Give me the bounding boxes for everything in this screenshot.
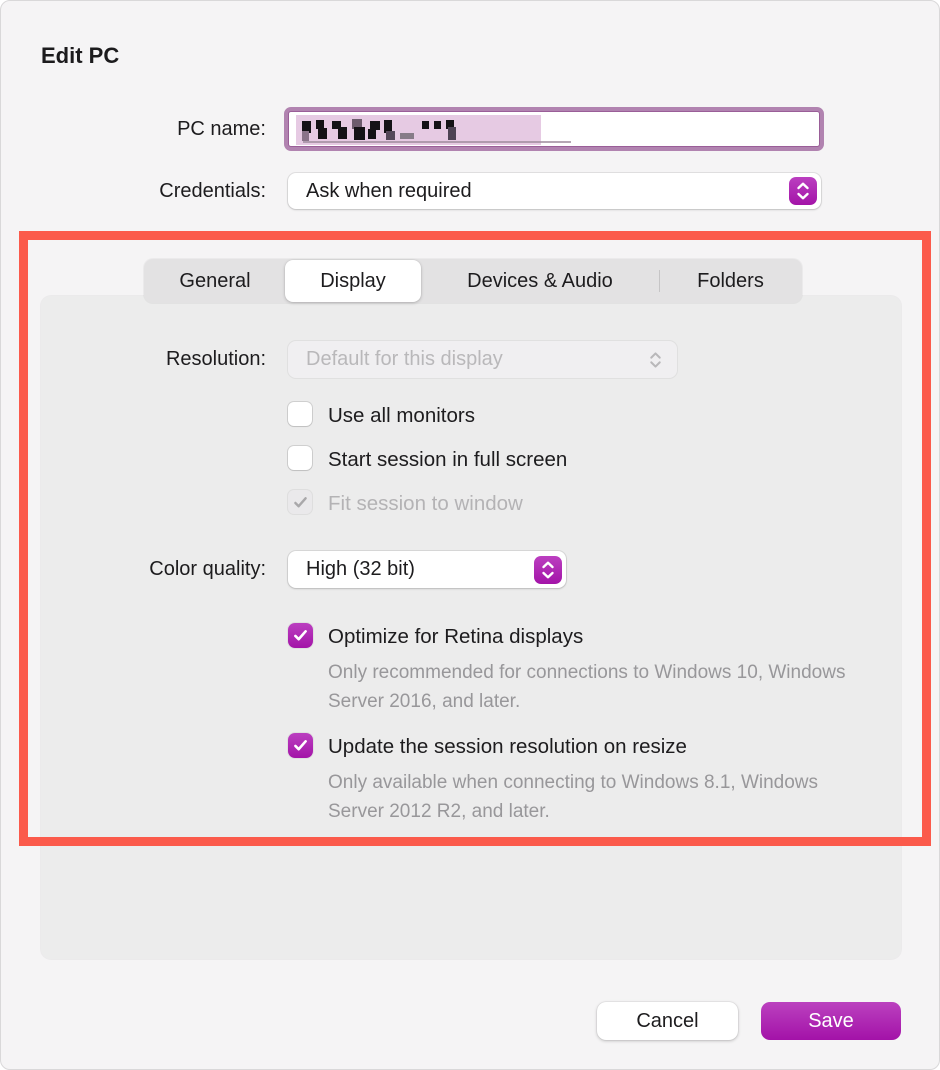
optimize-retina-checkbox[interactable] <box>288 623 313 648</box>
credentials-select[interactable] <box>288 173 821 209</box>
pc-name-label: PC name: <box>177 118 266 140</box>
optimize-retina-description: Only recommended for connections to Windows 10, Windows Server 2016, and later. <box>328 662 846 712</box>
resolution-label: Resolution: <box>165 348 266 370</box>
tab-bar <box>144 259 802 303</box>
check-icon <box>293 739 308 752</box>
color-quality-value: High (32 bit) <box>306 558 415 580</box>
credentials-value: Ask when required <box>306 179 472 202</box>
tab-display[interactable]: Display <box>285 260 421 302</box>
update-resolution-description: Only available when connecting to Windows 8.1, Windows Server 2012 R2, and later. <box>328 772 819 822</box>
pc-name-focus-ring <box>284 107 824 151</box>
cancel-button[interactable]: Cancel <box>597 1002 738 1040</box>
full-screen-label: Start session in full screen <box>328 448 568 471</box>
check-icon <box>293 629 308 642</box>
check-icon <box>293 496 308 509</box>
use-all-monitors-checkbox[interactable] <box>288 402 312 426</box>
tab-folders[interactable]: Folders <box>697 269 764 292</box>
optimize-retina-label: Optimize for Retina displays <box>328 625 584 648</box>
update-resolution-label: Update the session resolution on resize <box>328 735 687 758</box>
text-cursor-underline <box>303 141 571 143</box>
color-quality-label: Color quality: <box>149 558 266 580</box>
tab-general[interactable]: General <box>179 269 251 292</box>
dialog-title: Edit PC <box>41 43 120 68</box>
chevron-up-down-icon[interactable] <box>534 556 562 584</box>
use-all-monitors-label: Use all monitors <box>328 404 475 427</box>
redacted-pc-name-text <box>296 115 541 145</box>
color-quality-select[interactable] <box>288 551 566 588</box>
pc-name-input[interactable] <box>288 111 820 147</box>
update-resolution-checkbox[interactable] <box>288 733 313 758</box>
resolution-select <box>288 341 677 378</box>
fit-session-checkbox <box>288 490 312 514</box>
resolution-value: Default for this display <box>306 348 503 370</box>
chevron-up-down-icon <box>648 350 663 370</box>
credentials-label: Credentials: <box>159 180 266 202</box>
full-screen-checkbox[interactable] <box>288 446 312 470</box>
fit-session-label: Fit session to window <box>328 492 523 515</box>
chevron-up-down-icon[interactable] <box>789 177 817 205</box>
save-button[interactable]: Save <box>761 1002 901 1040</box>
tab-devices-audio[interactable]: Devices & Audio <box>467 269 613 292</box>
